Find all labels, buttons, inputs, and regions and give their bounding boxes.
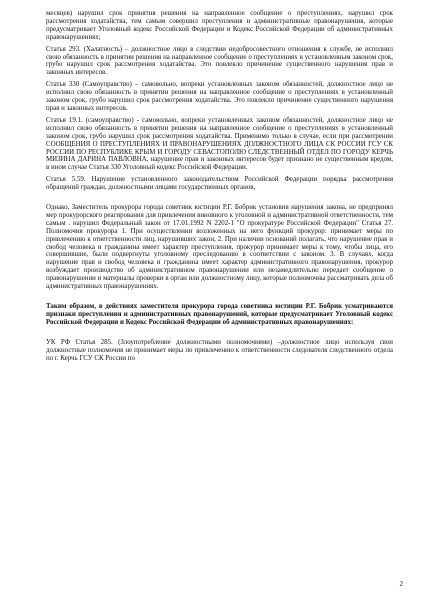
paragraph: Статья 293. (Халатность) – должностное лицо в следствии недобросовестного отношения к службе, не исполнил свою обязанность в принятии решения на направленное сообщение о преступлениях в установленным законом срок, грубо нарушил срок рассмотрения ходатайства. Это повлекло причинение существенного нарушения прав и законных интересов. [46, 45, 393, 77]
paragraph: Статья 19.1. (самоуправство) - самовольно, вопреки установленных законом обязанностей, должностное лицо не исполнил свою обязанность в принятии решения на направленное сообщение о преступлениях в установленный законом срок, грубо нарушил срок рассмотрения ходатайства. Применимо только в случае, если при рассмотрении СООБЩЕНИЯ О ПРЕСТУПЛЕНИЯХ И ПРАВОНАРУШЕНИЯХ ДОЛЖНОСТНОГО ЛИЦА СК РОССИИ ГСУ СК РОССИИ ПО РЕСПУБЛИКЕ КРЫМ И ГОРОДУ СЕВАСТОПОЛЮ СЛЕДСТВЕННЫЙ ОТДЕЛ ПО ГОРОДУ КЕРЧЬ МИЗИНА ДАРИНА ПАВЛОВНА, нарушение прав и законных интересов будет признано не существенным вредом, в ином случае Статья 330 Уголовный кодекс Российской Федерации. [46, 116, 393, 172]
paragraph: Статья 5.59. Нарушение установленного законодательством Российской Федерации порядка рассмотрения обращений граждан, должностными лицами государственных органов, [46, 176, 393, 192]
paragraph: УК РФ Статья 285. (Злоупотребление должностными полномочиями) –должностное лицо используя свои должностные полномочия не принимает меры по привлечению к ответственности следователя следственного отдела по г. Керчь ГСУ СК России по [46, 338, 393, 362]
spacer [46, 331, 393, 339]
paragraph: месяцев) нарушил срок принятия решения на направленное сообщение о преступлениях, нарушил срок рассмотрения ходатайства, тем самым совершил преступления и административные правонарушения, которые предусматривает Уголовный кодекс Российской Федерации и Кодекс Российской Федерации об административных правонарушениях; [46, 10, 393, 41]
paragraph: Статья 330 (Самоуправство) – самовольно, вопреки установленных законом обязанностей, должностное лицо не исполнил свою обязанность в принятии решения на направленное сообщение о преступлениях в установленный законом срок, грубо нарушил срок рассмотрения ходатайства. Это повлекло причинение существенного нарушения прав и законных интересов. [46, 81, 393, 112]
spacer [46, 295, 393, 303]
conclusion-paragraph: Таким образом, в действиях заместителя прокурора города советника юстиции Р.Г. Бобрик усматриваются признаки преступления и административных правонарушений, которые предусматривает Уголовный кодекс Российской Федерации и Кодекс Российской Федерации об административных правонарушениях: [46, 303, 393, 326]
paragraph: Однако, Заместитель прокурора города советник юстиции Р.Г. Бобрик установив нарушения закона, не предпринял мер прокурорского реагирования для привлечения виновного к уголовной и административной ответственности, тем самым . нарушил Федеральный закон от 17.01.1992 N 2202-1 "О прокуратуре Российской Федерации" Статья 27. Полномочия прокурора 1. При осуществлении возложенных на него функций прокурор: принимает меры по привлечению к ответственности лиц, нарушивших закон, 2. При наличии оснований полагать, что нарушение прав и свобод человека и гражданина имеет характер преступления, прокурор принимает меры к тому, чтобы лица, его совершившие, были подвергнуты уголовному преследованию в соответствии с законом. 3. В случаях, когда нарушение прав и свобод человека и гражданина имеет характер административного правонарушения, прокурор возбуждает производство об административном правонарушении или незамедлительно передает сообщение о правонарушении и материалы проверки в орган или должностному лицу, которые полномочны рассматривать дела об административных правонарушениях. [46, 204, 393, 291]
spacer [46, 196, 393, 204]
page-number: 2 [399, 580, 403, 588]
